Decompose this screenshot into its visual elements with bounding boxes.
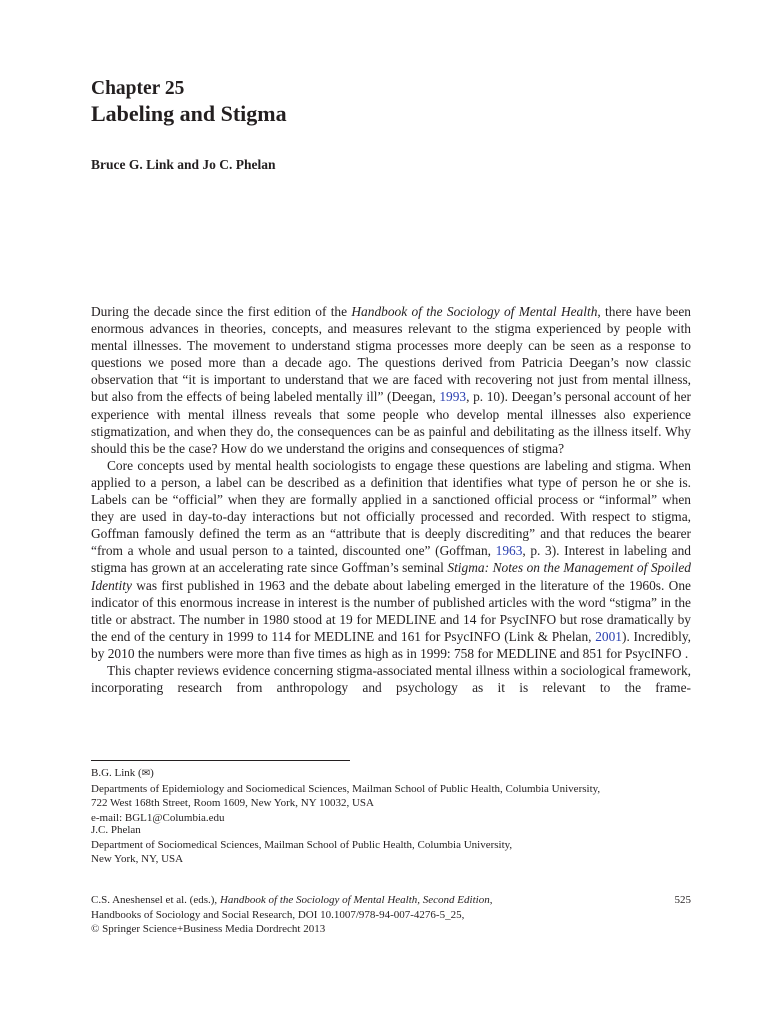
affiliation-phelan — [91, 823, 711, 867]
book-title-italic: Handbook of the Sociology of Mental Health — [351, 304, 598, 319]
chapter-title: Labeling and Stigma — [91, 101, 287, 126]
author-email: e-mail: BGL1@Columbia.edu — [91, 811, 225, 824]
page-number: 525 — [674, 894, 691, 906]
handbook-title-italic: Handbook of the Sociology of Mental Health, Second Edition — [219, 894, 490, 906]
affiliation-address: New York, NY, USA — [91, 853, 184, 866]
stigma-title-italic: Stigma: Notes on the Management of Spoiled Identity — [91, 560, 691, 593]
author-name-phelan: J.C. Phelan — [91, 824, 141, 836]
affiliation-address: 722 West 168th Street, Room 1609, New York, NY 10032, USA — [91, 797, 374, 810]
affiliation-dept: Departments of Epidemiology and Sociomedical Sciences, Mailman School of Public Health, Columbia University, — [91, 782, 601, 795]
publication-series-doi: Handbooks of Sociology and Social Research, DOI 10.1007/978-94-007-4276-5_25, — [91, 908, 465, 921]
affiliation-link — [91, 766, 711, 825]
paragraph-3: This chapter reviews evidence concerning stigma-associated mental illness within a sociological framework, incorporating research from anthropology and psychology as it is relevant to the frame- — [91, 662, 691, 696]
authors: Bruce G. Link and Jo C. Phelan — [91, 157, 276, 172]
chapter-number: Chapter 25 — [91, 78, 185, 99]
envelope-icon: ✉ — [141, 768, 151, 779]
author-name-link: B.G. Link (✉) — [91, 767, 154, 779]
publication-info — [91, 893, 492, 937]
footnote-divider — [91, 760, 350, 761]
paragraph-2: Core concepts used by mental health sociologists to engage these questions are labeling and stigma. When applied to a person, a label can be described as a definition that identifies what type of person he or she is. Labels can be “official” when they are formally applied in a sanctioned official process or “informal” when they are used in day-to-day interactions but not officially processed and recorded. With respect to stigma, Goffman famously defined the term as an “attribute that is deeply discrediting” and that reduces the bearer “from a whole and usual person to a tainted, discounted one” (Goffman, 1963, p. 3). Interest in labeling and stigma has grown at an accelerating rate since Goffman’s seminal Stigma: Notes on the Management of Spoiled Identity was first published in 1963 and the debate about labeling emerged in the literature of the 1960s. One indicator of this enormous increase in interest is the number of published articles with the word “stigma” in the title or abstract. The number in 1980 stood at 19 for MEDLINE and 14 for PsycINFO but rose dramatically by the end of the century in 1999 to 114 for MEDLINE and 161 for PsycINFO (Link & Phelan, 2001). Incredibly, by 2010 the numbers were more than five times as high as in 1999: 758 for MEDLINE and 851 for PsycINFO . — [91, 457, 692, 661]
publication-copyright: © Springer Science+Business Media Dordrecht 2013 — [91, 923, 326, 936]
publication-citation: C.S. Aneshensel et al. (eds.), Handbook of the Sociology of Mental Health, Second Edition, — [91, 894, 493, 906]
citation-link-1993[interactable]: 1993 — [439, 389, 467, 405]
citation-link-2001[interactable]: 2001 — [595, 628, 622, 644]
paragraph-1: During the decade since the first edition of the Handbook of the Sociology of Mental Health, there have been enormous advances in theories, concepts, and measures relevant to the stigma experienced by people with mental illnesses. The movement to understand stigma processes more deeply can be seen as a response to questions we posed more than a decade ago. The questions derived from Patricia Deegan’s now classic observation that “it is important to understand that we are faced with recovering not just from mental illness, but also from the effects of being labeled mentally ill” (Deegan, 1993, p. 10). Deegan’s personal account of her experience with mental illness reveals that some people who develop mental illnesses also experience stigmatization, and when they do, the consequences can be as painful and debilitating as the illness itself. Why should this be the case? How do we understand the origins and consequences of stigma? — [91, 304, 691, 456]
affiliation-dept: Department of Sociomedical Sciences, Mailman School of Public Health, Columbia University, — [91, 838, 513, 851]
body-text — [91, 303, 691, 696]
citation-link-1963[interactable]: 1963 — [495, 543, 523, 559]
